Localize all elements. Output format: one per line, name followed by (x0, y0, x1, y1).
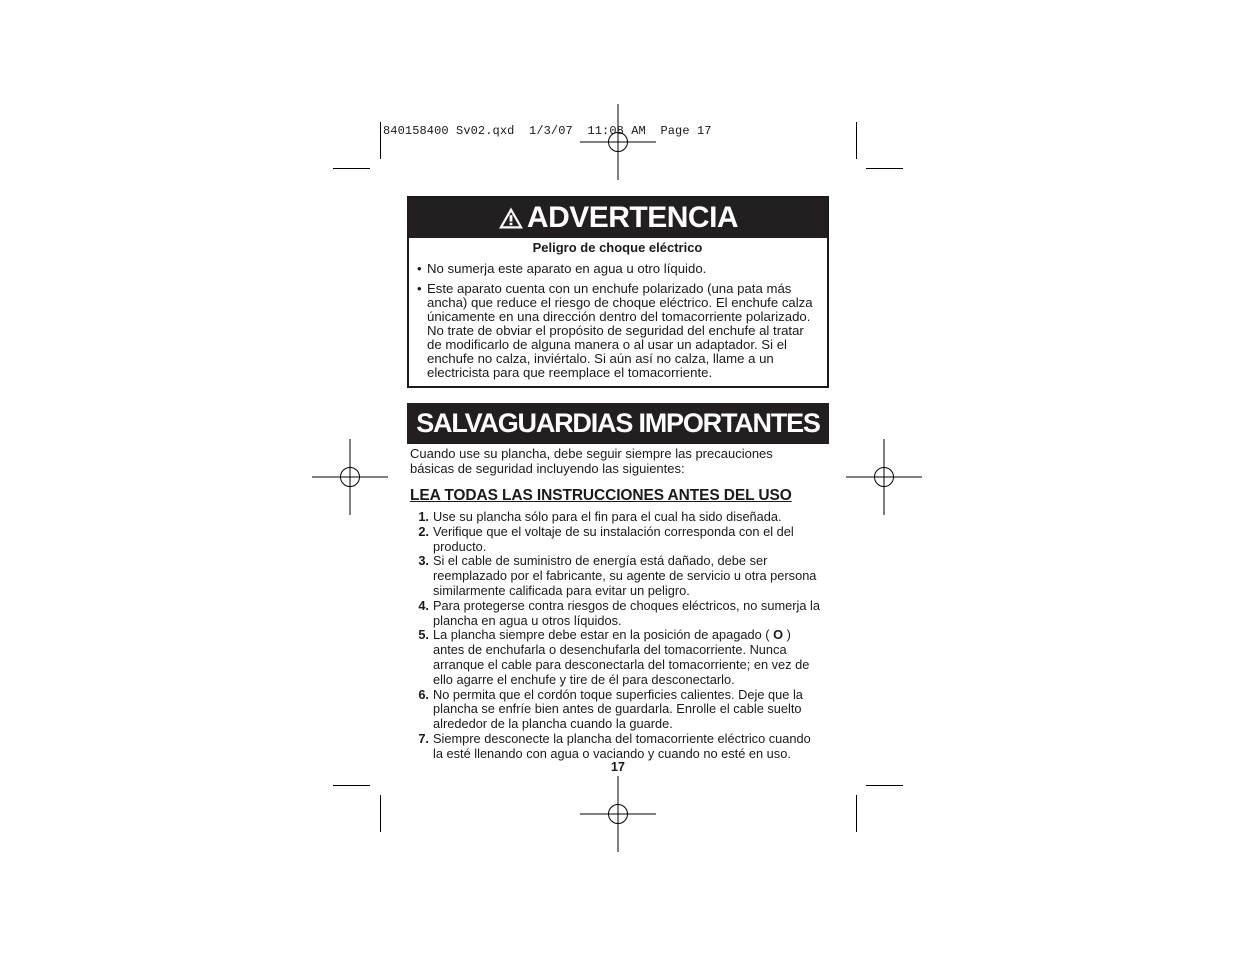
warning-header (409, 198, 827, 238)
warning-body (409, 238, 827, 386)
registration-mark-bottom-icon (580, 776, 656, 852)
crop-mark (856, 122, 857, 159)
item-text: Verifique que el voltaje de su instalación corresponda con el del producto. (433, 523, 794, 554)
warning-triangle-icon (498, 206, 524, 230)
crop-mark (856, 795, 857, 832)
item-text-before: La plancha siempre debe estar en la posición de apagado ( (433, 627, 774, 643)
list-item (407, 732, 829, 762)
crop-mark (380, 795, 381, 832)
read-all-instructions-heading: LEA TODAS LAS INSTRUCCIONES ANTES DEL USO (410, 487, 792, 504)
list-item (407, 510, 829, 525)
registration-mark-right-icon (846, 439, 922, 515)
warning-title: ADVERTENCIA (526, 201, 739, 234)
list-item (417, 282, 818, 380)
item-text: Si el cable de suministro de energía está dañado, debe ser reemplazado por el fabricante, su agente de servicio u otra persona similarmente calificada para evitar un peligro. (433, 553, 817, 598)
list-item (407, 688, 829, 732)
item-number: 1. (418, 509, 429, 524)
registration-mark-top-icon (580, 104, 656, 180)
warning-item-text: Este aparato cuenta con un enchufe polarizado (una pata más ancha) que reduce el riesgo de choque eléctrico. El enchufe calza únicamente en una dirección dentro del tomacorriente polarizado. No trate de obviar el propósito de seguridad del enchufe al tratar de modificarlo de alguna manera o al usar un adaptador. Si el enchufe no calza, inviértalo. Si aún así no calza, llame a un electricista para que reemplace el tomacorriente. (427, 281, 813, 380)
bullet: • (417, 281, 422, 296)
crop-mark (333, 785, 370, 786)
item-number: 7. (418, 730, 429, 746)
printer-slug: 840158400 Sv02.qxd 1/3/07 11:08 AM Page 17 (383, 124, 712, 138)
safeguards-list (407, 510, 829, 762)
item-number: 4. (418, 597, 429, 613)
warning-item-text: No sumerja este aparato en agua u otro líquido. (427, 261, 707, 276)
list-item (417, 262, 818, 276)
item-number: 6. (418, 686, 429, 702)
crop-mark (866, 168, 903, 169)
item-text: Siempre desconecte la plancha del tomacorriente eléctrico cuando la esté llenando con agua o vaciando y cuando no esté en uso. (433, 730, 811, 761)
safeguards-intro: Cuando use su plancha, debe seguir siempre las precauciones básicas de seguridad incluyendo las siguientes: (410, 446, 773, 476)
crop-mark (866, 785, 903, 786)
item-text: Use su plancha sólo para el fin para el cual ha sido diseñada. (433, 509, 782, 524)
item-number: 3. (418, 553, 429, 569)
item-number: 5. (418, 627, 429, 643)
list-item (407, 599, 829, 629)
item-text: Para protegerse contra riesgos de choques eléctricos, no sumerja la plancha en agua u otros líquidos. (433, 597, 820, 628)
bullet: • (417, 261, 422, 276)
warning-list (417, 262, 818, 380)
list-item (407, 628, 829, 687)
item-number: 2. (418, 523, 429, 539)
manual-page (407, 196, 829, 774)
item-text: No permita que el cordón toque superficies calientes. Deje que la plancha se enfríe bien antes de guardarla. Enrolle el cable suelto alrededor de la plancha cuando la guarde. (433, 686, 803, 732)
crop-mark (380, 122, 381, 159)
page-number: 17 (611, 760, 625, 774)
off-symbol: O (773, 627, 784, 643)
registration-mark-left-icon (312, 439, 388, 515)
list-item (407, 525, 829, 555)
item-text-after: ) antes de enchufarla o desenchufarla del tomacorriente. Nunca arranque el cable para desconectarla del tomacorriente; en vez de ello agarre el enchufe y tire de él para desconectarlo. (433, 627, 810, 687)
item-text (433, 628, 829, 687)
crop-mark (333, 168, 370, 169)
warning-subtitle: Peligro de choque eléctrico (532, 240, 703, 255)
list-item (407, 554, 829, 598)
safeguards-header: SALVAGUARDIAS IMPORTANTES (407, 403, 829, 444)
warning-box (407, 196, 829, 388)
